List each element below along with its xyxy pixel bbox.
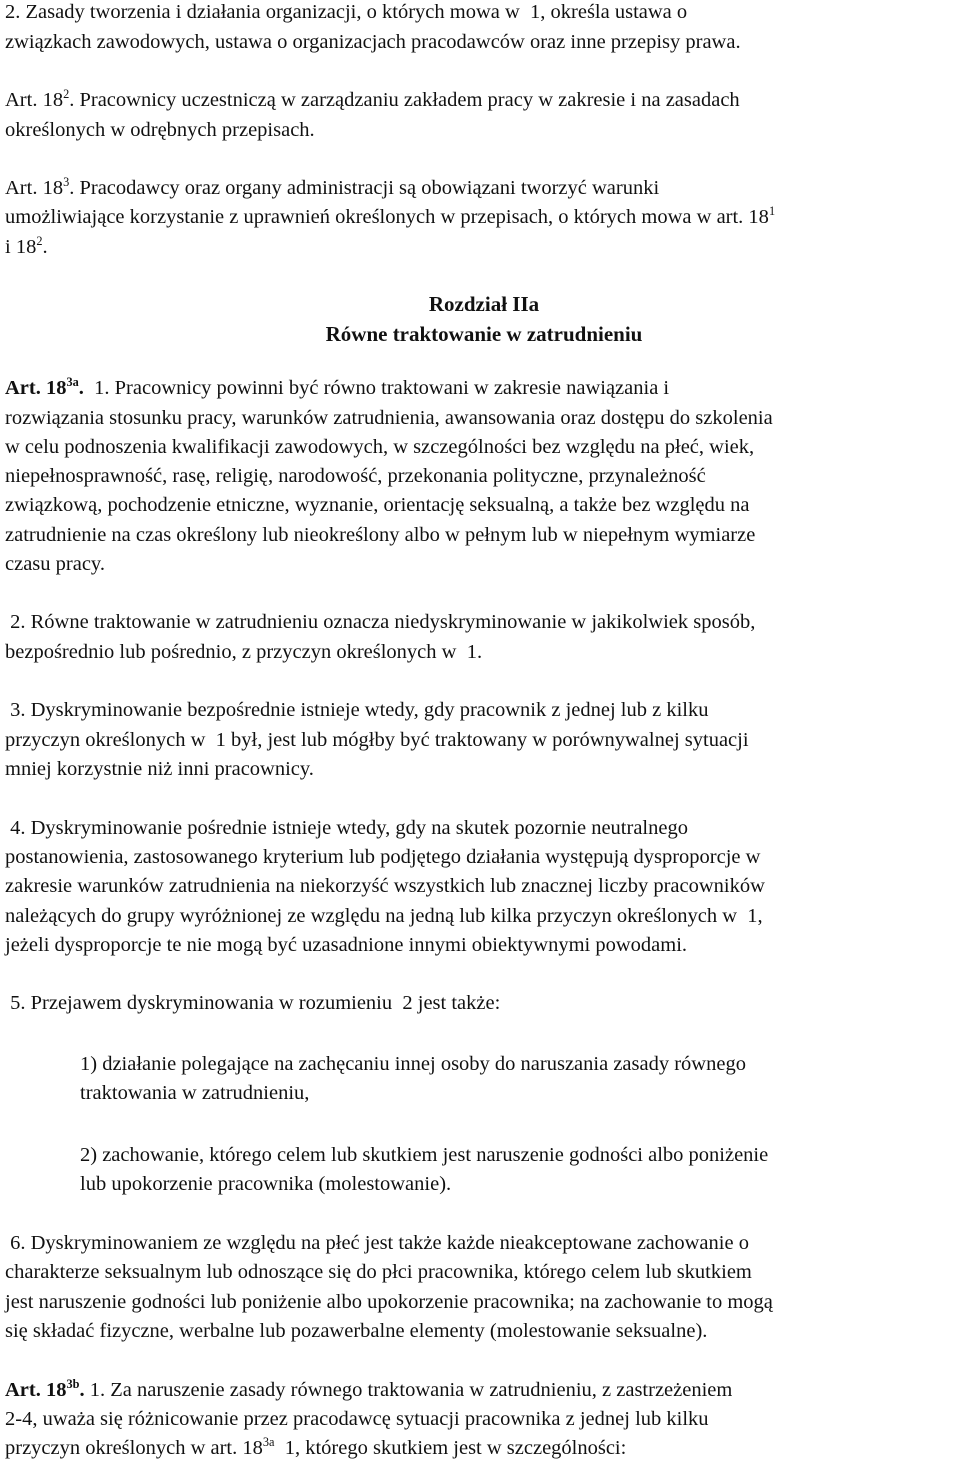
text-segment: umożliwiające korzystanie z uprawnień określonych w przepisach, o których mowa w art. 18 xyxy=(5,206,769,228)
text-line: mniej korzystnie niż inni pracownicy. xyxy=(5,758,314,780)
text-line: przyczyn określonych w 1 był, jest lub mógłby być traktowany w porównywalnej sytuacji xyxy=(5,729,749,751)
article-text: Pracodawcy oraz organy administracji są obowiązani tworzyć warunki xyxy=(74,177,660,199)
superscript-text: 3b xyxy=(66,1377,80,1392)
text-line: lub upokorzenie pracownika (molestowanie). xyxy=(80,1173,452,1195)
text-line: związkach zawodowych, ustawa o organizacjach pracodawców oraz inne przepisy prawa. xyxy=(5,31,741,53)
article-18-3a xyxy=(5,374,669,402)
paragraph-2: 2. Równe traktowanie w zatrudnieniu oznacza niedyskryminowanie w jakikolwiek sposób, xyxy=(5,611,756,633)
text-segment: przyczyn określonych w art. 18 xyxy=(5,1437,263,1459)
article-18-2 xyxy=(5,86,740,114)
superscript: 3 xyxy=(63,175,70,190)
text-line: 2. Zasady tworzenia i działania organizacji, o których mowa w 1, określa ustawa o xyxy=(5,1,688,23)
article-dot: . xyxy=(79,1379,85,1401)
text-line: traktowania w zatrudnieniu, xyxy=(80,1082,310,1104)
paragraph-4: 4. Dyskryminowanie pośrednie istnieje wtedy, gdy na skutek pozornie neutralnego xyxy=(5,817,688,839)
text-line: się składać fizyczne, werbalne lub pozawerbalne elementy (molestowanie seksualne). xyxy=(5,1320,708,1342)
article-dot: . xyxy=(78,377,84,399)
superscript: 2 xyxy=(36,234,43,249)
article-number: Art. 18 xyxy=(5,1379,67,1401)
article-number: Art. 18 xyxy=(5,89,64,111)
text-segment: i 18 xyxy=(5,236,37,258)
text-segment: 1, którego skutkiem jest w szczególności: xyxy=(274,1437,627,1459)
paragraph-1-text: 1. Pracownicy powinni być równo traktowani w zakresie nawiązania i xyxy=(83,377,670,399)
text-line xyxy=(5,1434,626,1462)
article-18-3b xyxy=(5,1376,737,1404)
text-line: związkową, pochodzenie etniczne, wyznanie, orientację seksualną, a także bez względu na xyxy=(5,494,750,516)
text-line xyxy=(5,233,48,261)
text-segment: . xyxy=(42,236,48,258)
text-line xyxy=(5,203,775,231)
text-line: zatrudnienie na czas określony lub nieokreślony albo w pełnym lub w niepełnym wymiarze xyxy=(5,524,756,546)
article-dot: . xyxy=(69,177,75,199)
superscript: 1 xyxy=(768,204,776,219)
text-line: rozwiązania stosunku pracy, warunków zatrudnienia, awansowania oraz dostępu do szkolenia xyxy=(5,407,773,429)
article-text: . Pracownicy uczestniczą w zarządzaniu zakładem pracy w zakresie i na zasadach xyxy=(69,89,740,111)
text-line: charakterze seksualnym lub odnoszące się do płci pracownika, którego celem lub skutkiem xyxy=(5,1261,752,1283)
superscript: 3a xyxy=(262,1435,275,1450)
text-line: określonych w odrębnych przepisach. xyxy=(5,119,315,141)
superscript xyxy=(66,1377,79,1391)
text-line: bezpośrednio lub pośrednio, z przyczyn określonych w 1. xyxy=(5,641,483,663)
list-item-2: 2) zachowanie, którego celem lub skutkiem jest naruszenie godności albo poniżenie xyxy=(80,1144,769,1166)
article-number: Art. 18 xyxy=(5,177,64,199)
article-18-3 xyxy=(5,174,659,202)
text-line: postanowienia, zastosowanego kryterium lub podjętego działania występują dysproporcje w xyxy=(5,846,761,868)
chapter-title: Równe traktowanie w zatrudnieniu xyxy=(325,322,643,346)
text-line: jest naruszenie godności lub poniżenie albo upokorzenie pracownika; na zachowanie to mogą xyxy=(5,1291,773,1313)
chapter-number: Rozdział IIa xyxy=(428,292,540,316)
text-line: w celu podnoszenia kwalifikacji zawodowych, w szczególności bez względu na płeć, wiek, xyxy=(5,436,755,458)
text-line: zakresie warunków zatrudnienia na niekorzyść wszystkich lub znacznej liczby pracowników xyxy=(5,875,765,897)
text-line: jeżeli dysproporcje te nie mogą być uzasadnione innymi obiektywnymi powodami. xyxy=(5,934,688,956)
text-line: należących do grupy wyróżnionej ze względu na jedną lub kilka przyczyn określonych w 1, xyxy=(5,905,763,927)
paragraph-6: 6. Dyskryminowaniem ze względu na płeć jest także każde nieakceptowane zachowanie o xyxy=(5,1232,749,1254)
superscript xyxy=(66,375,78,389)
paragraph-1-text: 1. Za naruszenie zasady równego traktowania w zatrudnieniu, z zastrzeżeniem xyxy=(84,1379,738,1401)
superscript: 2 xyxy=(63,87,70,102)
paragraph-3: 3. Dyskryminowanie bezpośrednie istnieje wtedy, gdy pracownik z jednej lub z kilku xyxy=(5,699,709,721)
superscript-text: 3a xyxy=(66,375,79,390)
article-number: Art. 18 xyxy=(5,377,67,399)
list-item-1: 1) działanie polegające na zachęcaniu innej osoby do naruszania zasady równego xyxy=(80,1053,746,1075)
paragraph-5: 5. Przejawem dyskryminowania w rozumieniu 2 jest także: xyxy=(5,992,501,1014)
text-line: niepełnosprawność, rasę, religię, narodowość, przekonania polityczne, przynależność xyxy=(5,465,706,487)
text-line: czasu pracy. xyxy=(5,553,105,575)
text-line: 2-4, uważa się różnicowanie przez pracodawcę sytuacji pracownika z jednej lub kilku xyxy=(5,1408,709,1430)
